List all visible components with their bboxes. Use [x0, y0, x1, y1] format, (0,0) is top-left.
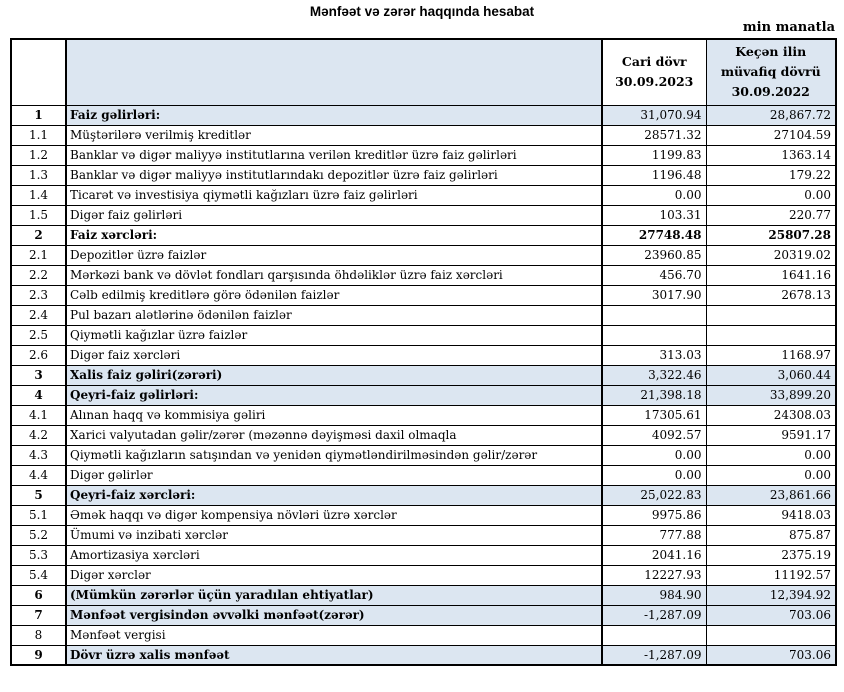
row-number-cell: 5.3: [11, 545, 66, 565]
row-number-cell: 2: [11, 225, 66, 245]
header-row: [11, 39, 836, 105]
current-value-cell: 2041.16: [602, 545, 706, 565]
previous-value-cell: 179.22: [706, 165, 836, 185]
table-row: [11, 605, 836, 625]
row-label-cell: Cəlb edilmiş kreditlərə görə ödənilən faizlər: [66, 285, 602, 305]
previous-value-cell: 0.00: [706, 445, 836, 465]
row-label-cell: Banklar və digər maliyyə institutlarındakı depozitlər üzrə faiz gəlirləri: [66, 165, 602, 185]
row-label-cell: Xarici valyutadan gəlir/zərər (məzənnə dəyişməsi daxil olmaqla: [66, 425, 602, 445]
row-label-cell: Depozitlər üzrə faizlər: [66, 245, 602, 265]
previous-period-date: 30.09.2022: [731, 84, 810, 100]
row-number-cell: 2.4: [11, 305, 66, 325]
current-value-cell: 23960.85: [602, 245, 706, 265]
table-row: [11, 145, 836, 165]
table-row: [11, 525, 836, 545]
table-row: [11, 445, 836, 465]
previous-value-cell: 1168.97: [706, 345, 836, 365]
previous-value-cell: 703.06: [706, 645, 836, 665]
table-row: [11, 625, 836, 645]
row-label-cell: (Mümkün zərərlər üçün yaradılan ehtiyatlar): [66, 585, 602, 605]
previous-value-cell: [706, 325, 836, 345]
row-label-cell: Mənfəət vergisindən əvvəlki mənfəət(zərər): [66, 605, 602, 625]
previous-value-cell: 3,060.44: [706, 365, 836, 385]
row-number-cell: 1: [11, 105, 66, 125]
current-value-cell: 12227.93: [602, 565, 706, 585]
row-label-cell: Faiz xərcləri:: [66, 225, 602, 245]
current-value-cell: 27748.48: [602, 225, 706, 245]
row-label-cell: Faiz gəlirləri:: [66, 105, 602, 125]
row-number-cell: 4.3: [11, 445, 66, 465]
row-number-cell: 5: [11, 485, 66, 505]
previous-value-cell: 703.06: [706, 605, 836, 625]
current-value-cell: 0.00: [602, 445, 706, 465]
row-label-cell: Dövr üzrə xalis mənfəət: [66, 645, 602, 665]
previous-value-cell: 1641.16: [706, 265, 836, 285]
current-value-cell: 3,322.46: [602, 365, 706, 385]
table-row: [11, 505, 836, 525]
current-value-cell: 21,398.18: [602, 385, 706, 405]
row-label-cell: Banklar və digər maliyyə institutlarına verilən kreditlər üzrə faiz gəlirləri: [66, 145, 602, 165]
row-label-cell: Amortizasiya xərcləri: [66, 545, 602, 565]
row-number-cell: 4.1: [11, 405, 66, 425]
table-row: [11, 105, 836, 125]
previous-value-cell: 0.00: [706, 465, 836, 485]
row-label-cell: Pul bazarı alətlərinə ödənilən faizlər: [66, 305, 602, 325]
current-value-cell: 456.70: [602, 265, 706, 285]
unit-note: min manatla: [742, 20, 835, 35]
table-row: [11, 425, 836, 445]
table-row: [11, 465, 836, 485]
previous-value-cell: 2375.19: [706, 545, 836, 565]
previous-period-label-1: Keçən ilin: [735, 44, 807, 60]
row-label-cell: Mənfəət vergisi: [66, 625, 602, 645]
previous-value-cell: 9418.03: [706, 505, 836, 525]
table-row: [11, 165, 836, 185]
table-row: [11, 265, 836, 285]
current-value-cell: 1196.48: [602, 165, 706, 185]
table-row: [11, 345, 836, 365]
row-label-cell: Ümumi və inzibati xərclər: [66, 525, 602, 545]
row-number-cell: 2.1: [11, 245, 66, 265]
previous-value-cell: 9591.17: [706, 425, 836, 445]
row-label-cell: Alınan haqq və kommisiya gəliri: [66, 405, 602, 425]
row-number-cell: 2.3: [11, 285, 66, 305]
current-value-cell: -1,287.09: [602, 605, 706, 625]
current-value-cell: 4092.57: [602, 425, 706, 445]
row-number-cell: 6: [11, 585, 66, 605]
previous-value-cell: 12,394.92: [706, 585, 836, 605]
previous-period-label-2: müvafiq dövrü: [720, 64, 821, 80]
current-value-cell: [602, 625, 706, 645]
table-row: [11, 125, 836, 145]
previous-value-cell: 11192.57: [706, 565, 836, 585]
row-number-cell: 5.1: [11, 505, 66, 525]
table-row: [11, 305, 836, 325]
current-value-cell: 3017.90: [602, 285, 706, 305]
header-number-cell: [11, 39, 66, 105]
current-value-cell: 984.90: [602, 585, 706, 605]
current-value-cell: 0.00: [602, 185, 706, 205]
current-value-cell: -1,287.09: [602, 645, 706, 665]
previous-value-cell: 23,861.66: [706, 485, 836, 505]
table-row: [11, 185, 836, 205]
row-label-cell: Ticarət və investisiya qiymətli kağızları üzrə faiz gəlirləri: [66, 185, 602, 205]
row-number-cell: 1.3: [11, 165, 66, 185]
table-body: [11, 105, 836, 665]
current-value-cell: 103.31: [602, 205, 706, 225]
current-value-cell: 28571.32: [602, 125, 706, 145]
row-label-cell: Xalis faiz gəliri(zərəri): [66, 365, 602, 385]
row-number-cell: 5.4: [11, 565, 66, 585]
table-row: [11, 545, 836, 565]
row-label-cell: Mərkəzi bank və dövlət fondları qarşısında öhdəliklər üzrə faiz xərcləri: [66, 265, 602, 285]
row-number-cell: 7: [11, 605, 66, 625]
row-label-cell: Qiymətli kağızlar üzrə faizlər: [66, 325, 602, 345]
row-number-cell: 9: [11, 645, 66, 665]
previous-value-cell: 1363.14: [706, 145, 836, 165]
current-period-date: 30.09.2023: [615, 74, 694, 90]
current-value-cell: [602, 305, 706, 325]
previous-value-cell: 25807.28: [706, 225, 836, 245]
row-number-cell: 4.4: [11, 465, 66, 485]
table-row: [11, 405, 836, 425]
previous-value-cell: 875.87: [706, 525, 836, 545]
row-number-cell: 8: [11, 625, 66, 645]
previous-value-cell: [706, 625, 836, 645]
row-number-cell: 4: [11, 385, 66, 405]
row-label-cell: Digər gəlirlər: [66, 465, 602, 485]
row-label-cell: Qeyri-faiz gəlirləri:: [66, 385, 602, 405]
current-value-cell: 1199.83: [602, 145, 706, 165]
row-label-cell: Qiymətli kağızların satışından və yenidən qiymətləndirilməsindən gəlir/zərər: [66, 445, 602, 465]
table-row: [11, 225, 836, 245]
table-row: [11, 365, 836, 385]
previous-value-cell: 33,899.20: [706, 385, 836, 405]
current-value-cell: 0.00: [602, 465, 706, 485]
row-label-cell: Digər xərclər: [66, 565, 602, 585]
row-number-cell: 1.5: [11, 205, 66, 225]
header-previous-period: [706, 39, 836, 105]
table-row: [11, 645, 836, 665]
profit-loss-table: [10, 38, 837, 666]
row-label-cell: Digər faiz gəlirləri: [66, 205, 602, 225]
current-value-cell: 313.03: [602, 345, 706, 365]
previous-value-cell: 2678.13: [706, 285, 836, 305]
previous-value-cell: 24308.03: [706, 405, 836, 425]
current-value-cell: 777.88: [602, 525, 706, 545]
table-row: [11, 385, 836, 405]
row-number-cell: 1.1: [11, 125, 66, 145]
row-number-cell: 2.6: [11, 345, 66, 365]
header-current-period: [602, 39, 706, 105]
current-value-cell: 9975.86: [602, 505, 706, 525]
row-number-cell: 3: [11, 365, 66, 385]
row-label-cell: Müştərilərə verilmiş kreditlər: [66, 125, 602, 145]
current-value-cell: [602, 325, 706, 345]
previous-value-cell: 28,867.72: [706, 105, 836, 125]
row-number-cell: 1.4: [11, 185, 66, 205]
table-row: [11, 585, 836, 605]
table-row: [11, 285, 836, 305]
report-title: Mənfəət və zərər haqqında hesabat: [309, 4, 535, 19]
row-label-cell: Qeyri-faiz xərcləri:: [66, 485, 602, 505]
current-period-label: Cari dövr: [621, 54, 687, 70]
table-row: [11, 485, 836, 505]
previous-value-cell: 0.00: [706, 185, 836, 205]
row-number-cell: 5.2: [11, 525, 66, 545]
table-row: [11, 205, 836, 225]
row-number-cell: 1.2: [11, 145, 66, 165]
current-value-cell: 31,070.94: [602, 105, 706, 125]
table-row: [11, 245, 836, 265]
row-number-cell: 2.5: [11, 325, 66, 345]
current-value-cell: 25,022.83: [602, 485, 706, 505]
previous-value-cell: 27104.59: [706, 125, 836, 145]
table-row: [11, 565, 836, 585]
current-value-cell: 17305.61: [602, 405, 706, 425]
row-number-cell: 2.2: [11, 265, 66, 285]
row-label-cell: Digər faiz xərcləri: [66, 345, 602, 365]
header-label-cell: [66, 39, 602, 105]
table-row: [11, 325, 836, 345]
previous-value-cell: 20319.02: [706, 245, 836, 265]
previous-value-cell: 220.77: [706, 205, 836, 225]
previous-value-cell: [706, 305, 836, 325]
row-number-cell: 4.2: [11, 425, 66, 445]
row-label-cell: Əmək haqqı və digər kompensiya növləri üzrə xərclər: [66, 505, 602, 525]
